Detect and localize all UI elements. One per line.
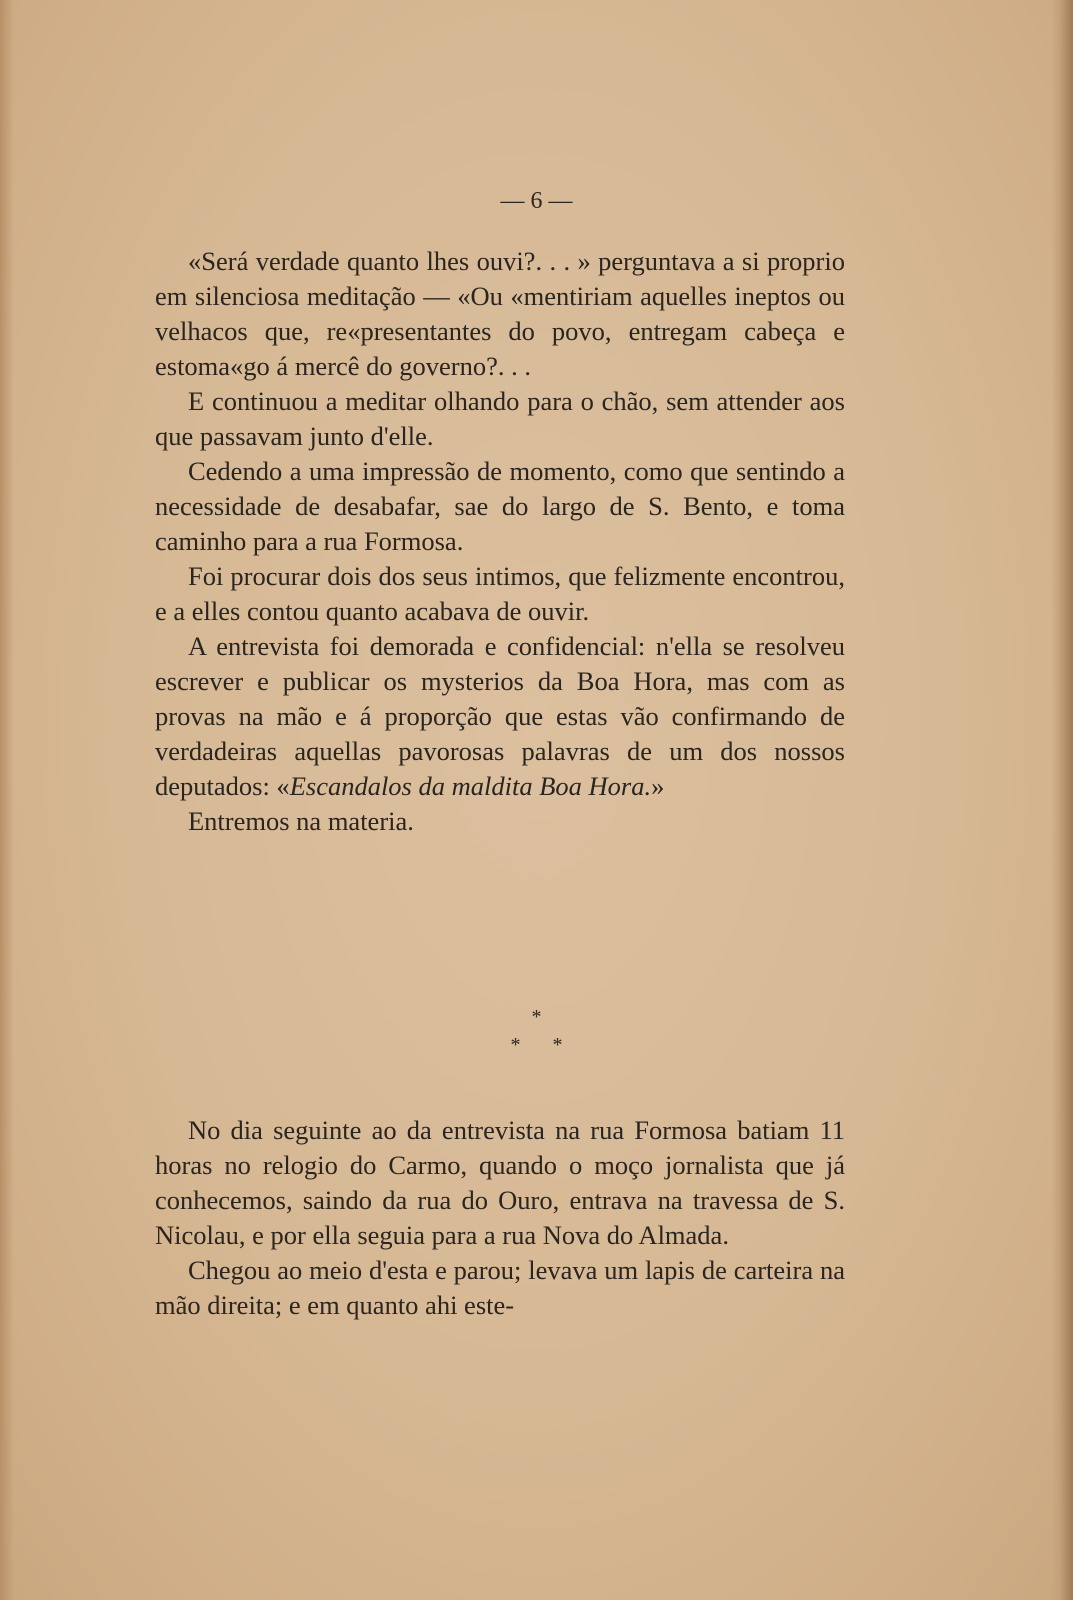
asterism-bottom-row bbox=[0, 1031, 1073, 1059]
paragraph-entremos: Entremos na materia. bbox=[188, 806, 414, 836]
paragraph-continued: E continuou a meditar olhando para o chão, sem attender aos que passavam junto d'elle. bbox=[155, 386, 845, 451]
text-section-2 bbox=[155, 1113, 845, 1323]
paragraph-entrevista bbox=[155, 629, 845, 804]
paragraph-quote: «Será verdade quanto lhes ouvi?. . . » perguntava a si proprio em silenciosa meditação — «Ou «mentiriam aquelles ineptos ou velhacos que, re«presentantes do povo, entregam cabeça e estoma«go á mercê do governo?. . . bbox=[155, 246, 845, 381]
asterism-left: * bbox=[510, 1034, 521, 1056]
italic-title: Escandalos da maldita Boa Hora. bbox=[289, 771, 652, 801]
asterism-right: * bbox=[552, 1034, 563, 1056]
paragraph-chegou: Chegou ao meio d'esta e parou; levava um lapis de carteira na mão direita; e em quanto ahi este- bbox=[155, 1255, 845, 1320]
asterism-separator bbox=[0, 1003, 1073, 1059]
page-right-edge bbox=[1051, 0, 1073, 1600]
paragraph-no-dia: No dia seguinte ao da entrevista na rua Formosa batiam 11 horas no relogio do Carmo, quando o moço jornalista que já conhecemos, saindo da rua do Ouro, entrava na travessa de S. Nicolau, e por ella seguia para a rua Nova do Almada. bbox=[155, 1115, 845, 1250]
page-number: — 6 — bbox=[500, 188, 573, 214]
asterism-top: * bbox=[531, 1006, 542, 1028]
paragraph-foi-procurar: Foi procurar dois dos seus intimos, que felizmente encontrou, e a elles contou quanto acabava de ouvir. bbox=[155, 561, 845, 626]
page-left-edge bbox=[0, 0, 14, 1600]
paragraph-entrevista-text: A entrevista foi demorada e confidencial: n'ella se resolveu escrever e publicar os mysterios da Boa Hora, mas com as provas na mão e á proporção que estas vão confirmando de verdadeiras aquellas pavorosas palavras de um dos nossos deputados: « bbox=[155, 631, 845, 801]
paragraph-cedendo: Cedendo a uma impressão de momento, como que sentindo a necessidade de desabafar, sae do largo de S. Bento, e toma caminho para a rua Formosa. bbox=[155, 456, 845, 556]
text-section-1 bbox=[155, 244, 845, 839]
closing-quote: » bbox=[651, 771, 665, 801]
